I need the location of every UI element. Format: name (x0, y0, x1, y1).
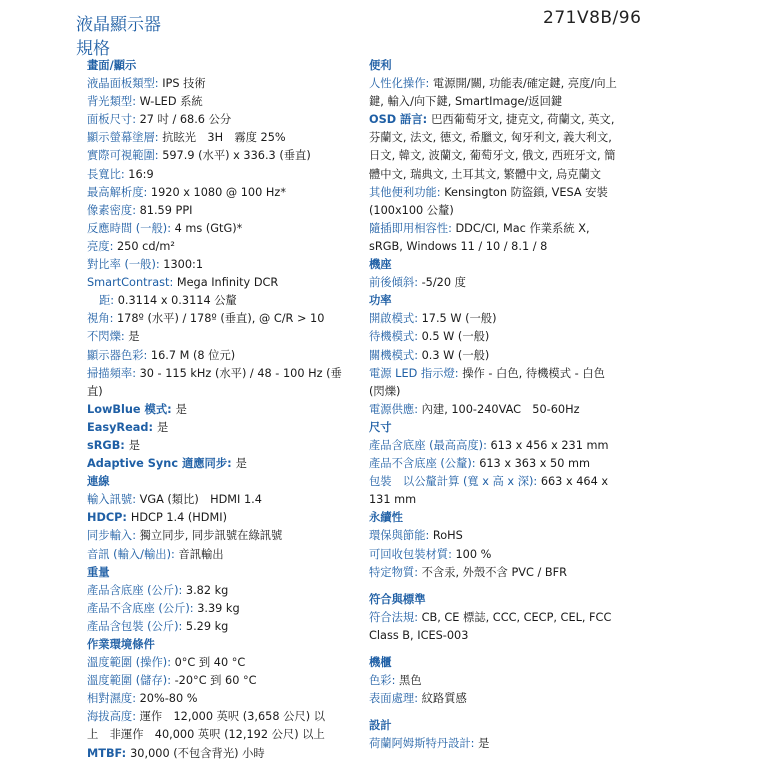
spec-row (87, 419, 359, 437)
spec-value: 音訊輸出 (178, 547, 224, 561)
spec-value: 直) (87, 384, 103, 398)
spec-value: 抗眩光 3H 霧度 25% (162, 131, 286, 145)
spec-value: Class B, ICES-003 (369, 628, 469, 642)
spec-value: 不含汞, 外殼不含 PVC / BFR (421, 565, 567, 579)
spec-value: 體中文, 瑞典文, 土耳其文, 繁體中文, 烏克蘭文 (369, 167, 602, 181)
spec-value: DDC/CI, Mac 作業系統 X, (455, 221, 590, 235)
spec-row (87, 491, 359, 509)
spec-value: 黑色 (399, 674, 422, 688)
spec-label: SmartContrast: (87, 276, 177, 290)
spec-value: 20%-80 % (139, 692, 198, 706)
spec-row (369, 310, 651, 328)
spec-row (369, 93, 651, 111)
spec-label: 同步輸入: (87, 529, 140, 543)
spec-row (87, 600, 359, 618)
spec-row (87, 274, 359, 292)
spec-label: 顯示螢幕塗層: (87, 131, 163, 145)
spec-label: 產品不含底座 (公斤): (87, 601, 198, 615)
spec-label: 電源供應: (369, 402, 422, 416)
spec-label: 環保與節能: (369, 529, 433, 543)
spec-value: 250 cd/m² (117, 239, 175, 253)
spec-row (87, 292, 359, 310)
spec-label: 產品含底座 (公斤): (87, 583, 186, 597)
spec-value: 131 mm (369, 493, 417, 507)
spec-row (87, 726, 359, 744)
model-number: 271V8B/96 (543, 8, 642, 28)
section-heading: 符合與標準 (369, 592, 426, 606)
spec-value: -20°C 到 60 °C (174, 674, 257, 688)
section-heading: 作業環境條件 (87, 638, 155, 651)
spec-label: 相對濕度: (87, 692, 140, 706)
spec-row (369, 202, 651, 220)
spec-label: 溫度範圍 (儲存): (87, 674, 175, 688)
spec-value: VGA (類比) HDMI 1.4 (139, 493, 262, 507)
spec-row (87, 672, 359, 690)
spec-row (87, 202, 359, 220)
spec-label: 包裝 以公釐計算 (寬 x 高 x 深): (369, 475, 541, 489)
section-heading: 畫面/顯示 (87, 59, 137, 72)
spec-row (87, 582, 359, 600)
spec-row (369, 129, 651, 147)
spec-row (369, 735, 651, 753)
spec-label: 隨插即用相容性: (369, 221, 456, 235)
spec-label: 可回收包裝材質: (369, 547, 456, 561)
spec-row (369, 147, 651, 165)
spec-row (369, 491, 651, 509)
spec-value: 3.82 kg (185, 583, 229, 597)
spec-label: 荷蘭阿姆斯特丹設計: (369, 737, 479, 751)
spec-label: 最高解析度: (87, 185, 151, 199)
spec-label: 前後傾斜: (369, 276, 422, 290)
spec-label: 掃描頻率: (87, 366, 140, 380)
spec-label: 距: (99, 294, 118, 308)
spec-label: 背光類型: (87, 95, 140, 109)
spec-value: 操作 - 白色, 待機模式 - 白色 (462, 366, 605, 380)
spec-value: 5.29 kg (185, 619, 229, 633)
spec-row (87, 256, 359, 274)
spec-row (87, 745, 359, 763)
spec-value: 是 (128, 330, 140, 344)
spec-row (369, 609, 651, 627)
spec-row (369, 166, 651, 184)
spec-row (369, 455, 651, 473)
spec-label: 其他便利功能: (369, 185, 445, 199)
spec-row (369, 238, 651, 256)
spec-column-left (87, 57, 359, 763)
spec-value: 電源開/關, 功能表/確定鍵, 亮度/向上 (432, 77, 617, 91)
spec-row (369, 184, 651, 202)
spec-row (87, 347, 359, 365)
spec-label: 特定物質: (369, 565, 422, 579)
spec-row (87, 455, 359, 473)
spec-label: 溫度範圍 (操作): (87, 656, 175, 670)
spec-value: IPS 技術 (162, 77, 206, 91)
spec-value: 597.9 (水平) x 336.3 (垂直) (162, 149, 311, 163)
spec-row (369, 546, 651, 564)
section-heading: 設計 (369, 719, 392, 733)
spec-value: (100x100 公釐) (369, 203, 454, 217)
spec-row (87, 111, 359, 129)
spec-label: 電源 LED 指示燈: (369, 366, 463, 380)
spec-label: 產品含包裝 (公斤): (87, 619, 186, 633)
spec-value: (閃爍) (369, 384, 401, 398)
spec-row (87, 147, 359, 165)
spec-value: 0°C 到 40 °C (174, 656, 246, 670)
spec-value: 是 (156, 420, 169, 434)
spec-label: 像素密度: (87, 203, 140, 217)
spec-label: Adaptive Sync 適應同步: (87, 457, 236, 471)
spec-label: 色彩: (369, 674, 399, 688)
spec-value: 是 (128, 438, 141, 452)
spec-row (87, 383, 359, 401)
spec-value: 81.59 PPI (139, 203, 193, 217)
spec-value: 3.39 kg (197, 601, 240, 615)
spec-label: 產品不含底座 (公釐): (369, 457, 480, 471)
spec-row (369, 401, 651, 419)
spec-value: 上 非運作 40,000 英呎 (12,192 公尺) 以上 (87, 728, 325, 742)
spec-row (369, 437, 651, 455)
page-subtitle: 規格 (76, 39, 110, 59)
spec-row (369, 564, 651, 582)
spec-row (369, 672, 651, 690)
spec-row (87, 401, 359, 419)
spec-value: 1300:1 (163, 258, 204, 272)
spec-value: HDCP 1.4 (HDMI) (130, 511, 227, 525)
spec-row (87, 238, 359, 256)
spec-label: 輸入訊號: (87, 493, 140, 507)
spec-row (87, 618, 359, 636)
section-heading: 重量 (87, 565, 110, 579)
spec-label: 人性化操作: (369, 77, 433, 91)
spec-value: 內建, 100-240VAC 50-60Hz (421, 402, 580, 416)
spec-row (87, 708, 359, 726)
spec-label: EasyRead: (87, 420, 157, 434)
spec-value: 663 x 464 x (540, 475, 609, 489)
spec-value: CB, CE 標誌, CCC, CECP, CEL, FCC (421, 610, 612, 624)
spec-value: 4 ms (GtG)* (174, 221, 243, 235)
spec-value: 27 吋 / 68.6 公分 (139, 113, 232, 127)
spec-row (369, 690, 651, 708)
section-heading: 便利 (369, 59, 392, 72)
spec-label: 面板尺寸: (87, 113, 140, 127)
spec-value: 0.3114 x 0.3114 公釐 (117, 294, 237, 308)
spec-value: sRGB, Windows 11 / 10 / 8.1 / 8 (369, 239, 548, 253)
spec-label: 開啟模式: (369, 312, 422, 326)
spec-value: 巴西葡萄牙文, 捷克文, 荷蘭文, 英文, (431, 113, 615, 127)
section-heading: 功率 (369, 294, 392, 308)
spec-label: 不閃爍: (87, 330, 129, 344)
spec-value: 613 x 456 x 231 mm (490, 438, 609, 452)
spec-row (369, 220, 651, 238)
spec-value: 日文, 韓文, 波蘭文, 葡萄牙文, 俄文, 西班牙文, 簡 (369, 149, 616, 163)
spec-row (369, 347, 651, 365)
spec-label: 亮度: (87, 239, 117, 253)
spec-value: 是 (235, 457, 247, 471)
spec-row (369, 75, 651, 93)
spec-value: 30 - 115 kHz (水平) / 48 - 100 Hz (垂 (139, 366, 342, 380)
spec-label: 液晶面板類型: (87, 77, 163, 91)
spec-value: 30,000 (不包含背光) 小時 (130, 746, 265, 760)
spec-row (369, 473, 651, 491)
spec-row (369, 627, 651, 645)
spec-row (369, 111, 651, 129)
spec-row (87, 184, 359, 202)
spec-value: 1920 x 1080 @ 100 Hz* (150, 185, 286, 199)
spec-row (369, 527, 651, 545)
spec-label: 對比率 (一般): (87, 258, 164, 272)
spec-row (87, 166, 359, 184)
spec-label: LowBlue 模式: (87, 402, 176, 416)
page-title: 液晶顯示器 (76, 15, 161, 35)
spec-row (87, 75, 359, 93)
spec-row (369, 328, 651, 346)
spec-label: OSD 語言: (369, 113, 432, 127)
spec-label: 表面處理: (369, 692, 422, 706)
spec-value: 獨立同步, 同步訊號在綠訊號 (139, 529, 283, 543)
spec-label: 視角: (87, 312, 117, 326)
spec-value: RoHS (432, 529, 463, 543)
spec-row (87, 690, 359, 708)
section-heading: 連線 (87, 475, 110, 489)
spec-row (87, 129, 359, 147)
spec-label: 顯示器色彩: (87, 348, 151, 362)
spec-value: 芬蘭文, 法文, 德文, 希臘文, 匈牙利文, 義大利文, (369, 131, 612, 145)
spec-row (369, 365, 651, 383)
spec-value: 0.5 W (一般) (421, 330, 490, 344)
spec-label: sRGB: (87, 438, 129, 452)
spec-value: 鍵, 輸入/向下鍵, SmartImage/返回鍵 (369, 95, 563, 109)
section-heading: 機櫃 (369, 656, 392, 669)
spec-label: 產品含底座 (最高高度): (369, 438, 491, 452)
spec-row (87, 310, 359, 328)
spec-row (87, 546, 359, 564)
spec-value: 100 % (455, 547, 492, 561)
spec-value: 是 (175, 402, 187, 416)
spec-value: -5/20 度 (421, 276, 466, 290)
spec-label: 關機模式: (369, 348, 422, 362)
spec-value: 17.5 W (一般) (421, 312, 497, 326)
spec-row (87, 220, 359, 238)
spec-row (87, 654, 359, 672)
spec-value: 運作 12,000 英呎 (3,658 公尺) 以 (139, 710, 326, 724)
spec-value: 16:9 (128, 167, 154, 181)
spec-value: Kensington 防盜鎖, VESA 安裝 (444, 185, 608, 199)
spec-label: 反應時間 (一般): (87, 221, 175, 235)
spec-value: Mega Infinity DCR (176, 276, 279, 290)
spec-value: 178º (水平) / 178º (垂直), @ C/R > 10 (117, 312, 325, 326)
spec-value: 613 x 363 x 50 mm (479, 457, 591, 471)
section-heading: 尺寸 (369, 420, 392, 434)
spec-value: W-LED 系統 (139, 95, 203, 109)
spec-label: 待機模式: (369, 330, 422, 344)
spec-row (87, 365, 359, 383)
spec-label: MTBF: (87, 746, 131, 760)
spec-row (87, 437, 359, 455)
spec-row (87, 509, 359, 527)
spec-value: 是 (478, 737, 490, 751)
spec-row (87, 93, 359, 111)
spec-label: 符合法規: (369, 610, 422, 624)
spec-label: 實際可視範圍: (87, 149, 163, 163)
spec-row (87, 527, 359, 545)
spec-value: 16.7 M (8 位元) (150, 348, 236, 362)
section-heading: 永續性 (369, 511, 403, 525)
spec-label: HDCP: (87, 511, 131, 525)
spec-row (87, 328, 359, 346)
spec-column-right (369, 57, 651, 753)
spec-label: 海拔高度: (87, 710, 140, 724)
spec-value: 0.3 W (一般) (421, 348, 490, 362)
spec-row (369, 383, 651, 401)
spec-label: 音訊 (輸入/輸出): (87, 547, 179, 561)
section-heading: 機座 (369, 258, 392, 272)
spec-row (369, 274, 651, 292)
spec-label: 長寬比: (87, 167, 129, 181)
spec-value: 紋路質感 (421, 692, 467, 706)
